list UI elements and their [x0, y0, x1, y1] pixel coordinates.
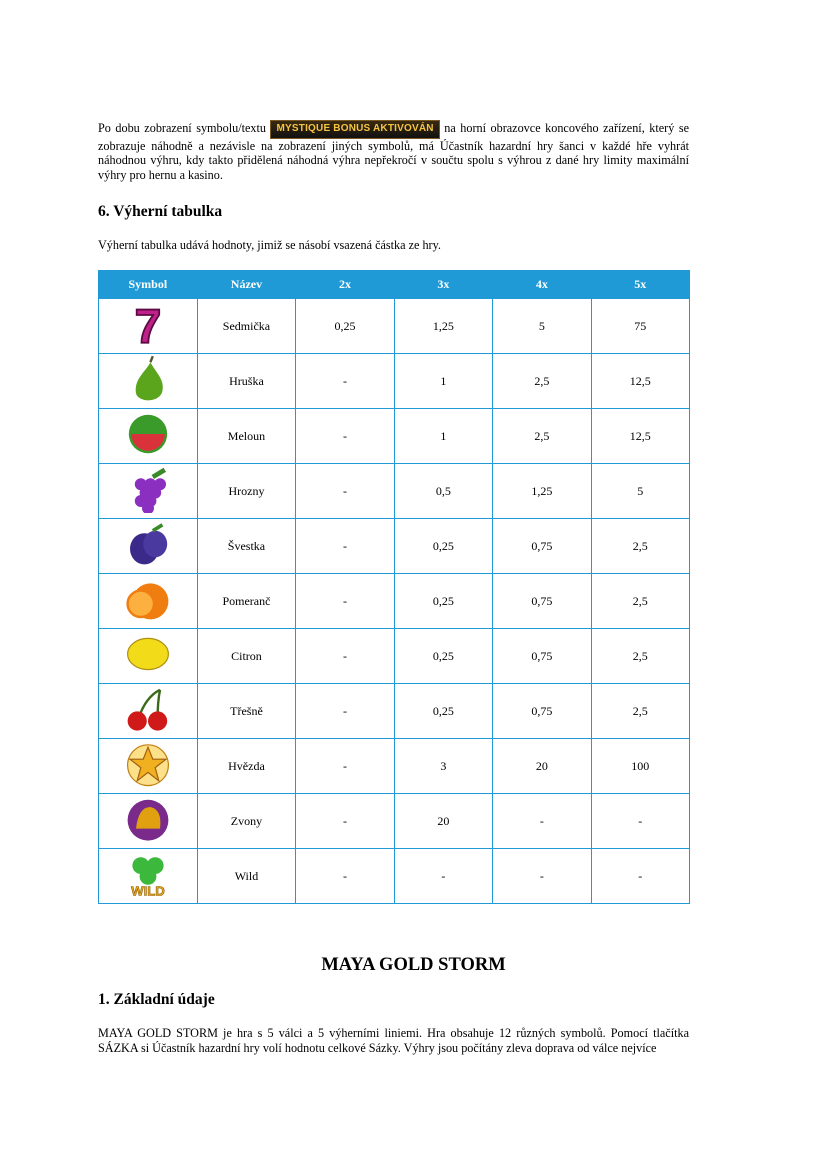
orange-icon: [122, 612, 174, 626]
plum-icon: [122, 557, 174, 571]
payout-value: -: [591, 794, 689, 849]
table-row: [99, 629, 690, 684]
table-row: [99, 354, 690, 409]
table-row: [99, 519, 690, 574]
payout-value: 0,25: [394, 574, 492, 629]
game-title: MAYA GOLD STORM: [321, 955, 506, 975]
column-header: Název: [197, 271, 296, 299]
wild-clover-icon: [122, 883, 174, 901]
payout-value: -: [296, 354, 394, 409]
table-row: [99, 464, 690, 519]
payout-value: -: [296, 629, 394, 684]
payout-value: 0,25: [394, 629, 492, 684]
payout-value: 75: [591, 299, 689, 354]
payout-value: 20: [394, 794, 492, 849]
svg-text:WILD: WILD: [130, 883, 165, 898]
symbol-name: Hrozny: [197, 464, 296, 519]
payout-value: 12,5: [591, 409, 689, 464]
column-header: 4x: [493, 271, 591, 299]
cherries-icon: [122, 722, 174, 736]
payout-value: 2,5: [591, 574, 689, 629]
payout-value: 2,5: [493, 354, 591, 409]
seven-icon: [122, 301, 174, 351]
payout-value: 5: [493, 299, 591, 354]
payout-value: -: [296, 684, 394, 739]
section-heading-paytable: 6. Výherní tabulka: [98, 203, 223, 220]
payout-value: 0,75: [493, 684, 591, 739]
symbol-name: Meloun: [197, 409, 296, 464]
intro-paragraph: [98, 120, 689, 182]
payout-value: 2,5: [591, 519, 689, 574]
symbol-name: Wild: [197, 849, 296, 904]
symbol-cell: [99, 354, 198, 409]
payout-value: 0,25: [394, 684, 492, 739]
payout-value: -: [296, 739, 394, 794]
table-row: [99, 794, 690, 849]
column-header: 3x: [394, 271, 492, 299]
payout-value: -: [493, 849, 591, 904]
table-row: [99, 299, 690, 354]
symbol-cell: [99, 684, 198, 739]
symbol-cell: [99, 629, 198, 684]
table-row: [99, 409, 690, 464]
symbol-name: Pomeranč: [197, 574, 296, 629]
payout-value: -: [591, 849, 689, 904]
symbol-cell: [99, 574, 198, 629]
intro-text-after: na horní obrazovce koncového zařízení, který se zobrazuje náhodně a nezávisle na zobrazení jiných symbolů, má Účastník hazardní hry šanci v každé hře vyhrát náhodnou výhru, kdy takto přidělená náhodná výhra nepřekročí v součtu spolu s výhrou z dané hry limity maximální výhry pro hernu a kasino.: [98, 121, 689, 182]
section-heading-basic-info: 1. Základní údaje: [98, 991, 215, 1008]
paytable-description: Výherní tabulka udává hodnoty, jimiž se násobí vsazená částka ze hry.: [98, 238, 441, 252]
symbol-cell: [99, 519, 198, 574]
svg-text:7: 7: [134, 301, 162, 348]
payout-value: 0,75: [493, 519, 591, 574]
symbol-name: Citron: [197, 629, 296, 684]
payout-value: 2,5: [493, 409, 591, 464]
payout-value: 12,5: [591, 354, 689, 409]
payout-value: -: [296, 519, 394, 574]
symbol-cell: [99, 794, 198, 849]
payout-value: 0,75: [493, 629, 591, 684]
symbol-cell: [99, 464, 198, 519]
symbol-name: Zvony: [197, 794, 296, 849]
grapes-icon: [122, 502, 174, 516]
bells-icon: [122, 832, 174, 846]
payout-value: 2,5: [591, 629, 689, 684]
column-header: 2x: [296, 271, 394, 299]
payout-value: -: [296, 464, 394, 519]
symbol-cell: [99, 299, 198, 354]
payout-value: 3: [394, 739, 492, 794]
payout-value: 1: [394, 409, 492, 464]
table-row: [99, 849, 690, 904]
payout-value: -: [296, 794, 394, 849]
star-icon: [122, 777, 174, 791]
payout-value: 0,5: [394, 464, 492, 519]
payout-value: 5: [591, 464, 689, 519]
column-header: Symbol: [99, 271, 198, 299]
lemon-icon: [122, 667, 174, 681]
symbol-name: Švestka: [197, 519, 296, 574]
payout-value: 0,75: [493, 574, 591, 629]
symbol-cell: [99, 409, 198, 464]
intro-text-before: Po dobu zobrazení symbolu/textu: [98, 121, 266, 135]
payout-value: -: [296, 849, 394, 904]
payout-value: 0,25: [296, 299, 394, 354]
mystique-bonus-banner: MYSTIQUE BONUS AKTIVOVÁN: [270, 120, 439, 139]
payout-value: 1,25: [394, 299, 492, 354]
payout-value: 20: [493, 739, 591, 794]
column-header: 5x: [591, 271, 689, 299]
watermelon-icon: [122, 447, 174, 461]
payout-value: 100: [591, 739, 689, 794]
table-row: [99, 574, 690, 629]
payout-value: -: [394, 849, 492, 904]
payout-value: -: [296, 409, 394, 464]
pear-icon: [122, 392, 174, 406]
payout-value: 1,25: [493, 464, 591, 519]
symbol-name: Sedmička: [197, 299, 296, 354]
paytable: [98, 270, 690, 904]
payout-value: 1: [394, 354, 492, 409]
basic-info-paragraph: MAYA GOLD STORM je hra s 5 válci a 5 výherními liniemi. Hra obsahuje 12 různých symbolů. Pomocí tlačítka SÁZKA si Účastník hazardní hry volí hodnotu celkové Sázky. Výhry jsou počítány zleva doprava od válce nejvíce: [98, 1026, 689, 1055]
symbol-cell: [99, 849, 198, 904]
payout-value: 0,25: [394, 519, 492, 574]
table-row: [99, 739, 690, 794]
payout-value: -: [493, 794, 591, 849]
symbol-name: Hruška: [197, 354, 296, 409]
symbol-cell: [99, 739, 198, 794]
symbol-name: Hvězda: [197, 739, 296, 794]
table-row: [99, 684, 690, 739]
payout-value: 2,5: [591, 684, 689, 739]
symbol-name: Třešně: [197, 684, 296, 739]
payout-value: -: [296, 574, 394, 629]
